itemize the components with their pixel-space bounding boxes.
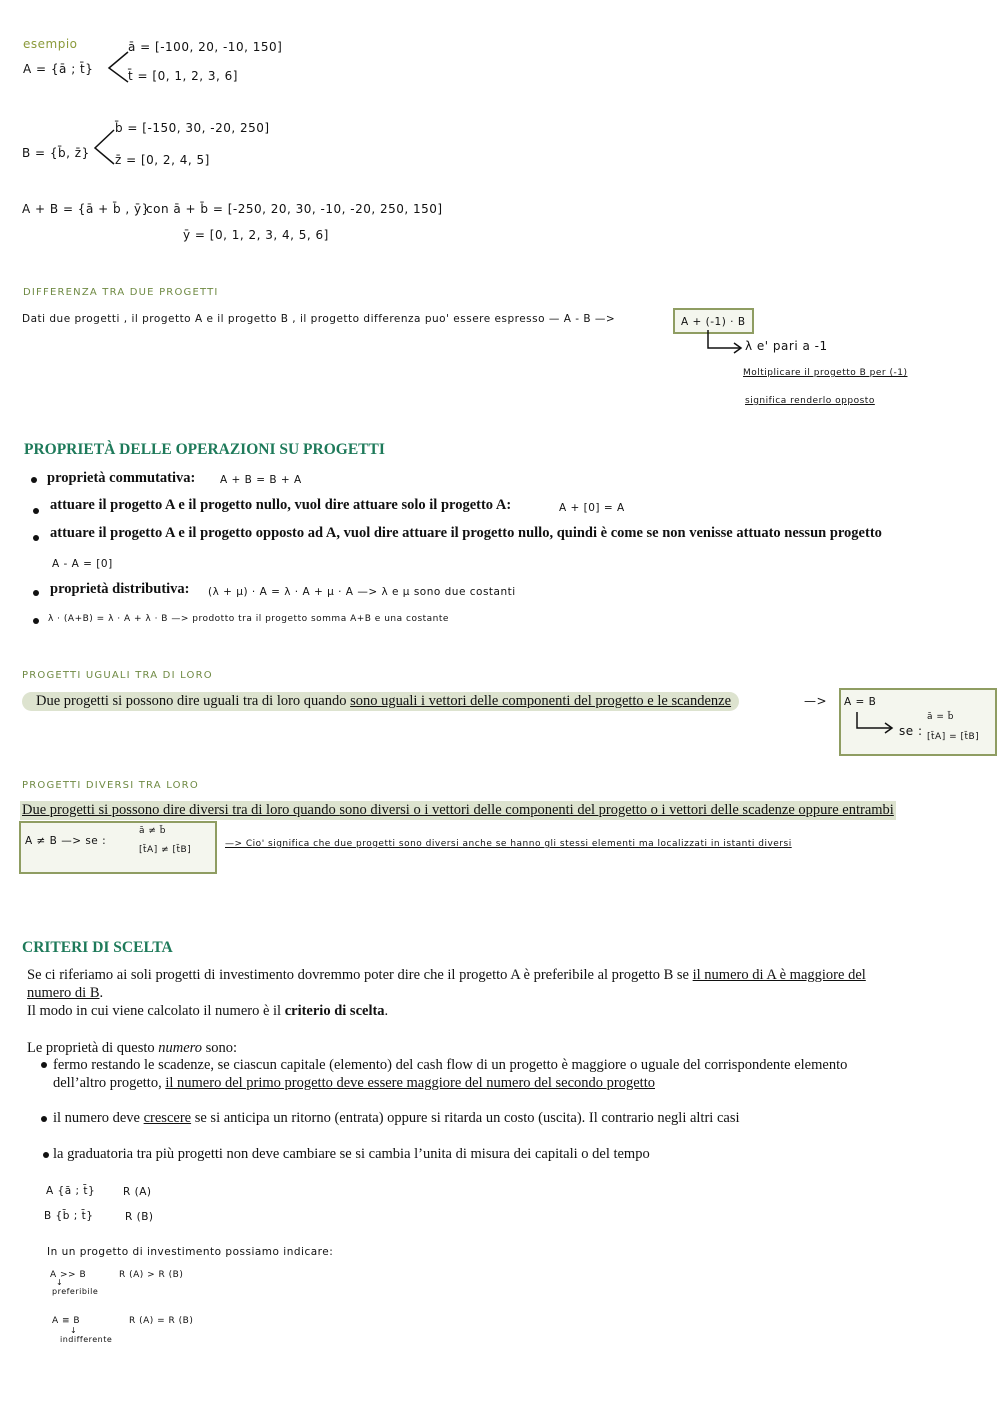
criteria-bullet-3: la graduatoria tra più progetti non deve cambiare se si cambia l’unita di misura dei capitali o del tempo (53, 1146, 650, 1162)
note-indifferent-r: R (A) = R (B) (129, 1316, 194, 1326)
property-null-formula: A + [0] = A (559, 502, 625, 514)
different-sentence-start: Due progetti si possono dire diversi tra di loro quando (22, 802, 340, 818)
criteria-bullet-1-line-2: dell’altro progetto, (53, 1075, 166, 1091)
bullet (33, 508, 39, 514)
criteria-p3-end: sono: (202, 1040, 238, 1056)
bullet (41, 1062, 47, 1068)
equal-box-title: A = B (844, 696, 877, 708)
equal-sentence-start: Due progetti si possono dire uguali tra di loro quando (36, 693, 351, 709)
difference-note-1: Moltiplicare il progetto B per (-1) (743, 368, 908, 378)
criteria-bullet-2-end: se si anticipa un ritorno (entrata) oppure si ritarda un costo (uscita). Il contrario negli altri casi (191, 1110, 740, 1126)
equal-sentence-underlined: sono uguali i vettori delle componenti del progetto e le scandenze (350, 693, 732, 709)
property-commutative-formula: A + B = B + A (220, 474, 302, 486)
different-heading: PROGETTI DIVERSI TRA LORO (22, 780, 199, 791)
example-label: esempio (23, 37, 78, 51)
difference-formula: A + (-1) · B (681, 316, 746, 328)
bullet (41, 1116, 47, 1122)
bullet (43, 1152, 49, 1158)
criteria-p1-end: . (99, 985, 104, 1001)
equal-box-condition-2: [t̄A] = [t̄B] (927, 732, 980, 742)
bullet (33, 535, 39, 541)
note-preferable-r: R (A) > R (B) (119, 1270, 184, 1280)
note-indifferent-label: indifferente (60, 1335, 113, 1344)
equal-box-se: se : (899, 724, 923, 738)
note-b-set: B {b̄ ; t̄} (44, 1210, 94, 1222)
criteria-title: CRITERI DI SCELTA (22, 939, 173, 956)
note-a-set: A {ā ; t̄} (46, 1185, 96, 1197)
vector-y: ȳ = [0, 1, 2, 3, 4, 5, 6] (183, 228, 329, 242)
difference-note-2: significa renderlo opposto (745, 396, 875, 406)
different-sentence-underlined: sono diversi o i vettori delle componenti del progetto o i vettori delle scadenze oppure entrambi (339, 802, 894, 818)
equal-sentence (22, 692, 739, 711)
sum-definition: A + B = {ā + b̄ , ȳ} (22, 202, 150, 216)
criteria-p2-bold: criterio di scelta (284, 1003, 385, 1019)
note-intro: In un progetto di investimento possiamo indicare: (47, 1246, 334, 1258)
vector-t: t̄ = [0, 1, 2, 3, 6] (128, 69, 238, 83)
criteria-p1-text: Se ci riferiamo ai soli progetti di investimento dovremmo poter dire che il progetto A è preferibile al progetto B se (27, 967, 693, 983)
sum-vector: con ā + b̄ = [-250, 20, 30, -10, -20, 250, 150] (146, 202, 443, 216)
different-box-condition-1: ā ≠ b̄ (139, 826, 166, 836)
set-b-definition: B = {b̄, z̄} (22, 146, 90, 160)
different-box-title: A ≠ B —> se : (25, 835, 107, 847)
bullet (31, 477, 37, 483)
bullet (33, 590, 39, 596)
vector-z: z̄ = [0, 2, 4, 5] (115, 153, 210, 167)
criteria-p2-text: Il modo in cui viene calcolato il numero è il (27, 1003, 285, 1019)
criteria-paragraph-1 (27, 966, 967, 1020)
equal-box-condition-1: ā = b̄ (927, 712, 954, 722)
different-box (19, 821, 217, 874)
down-arrow-icon: ↓ (56, 1278, 64, 1287)
property-commutative-label: proprietà commutativa: (47, 470, 196, 486)
bullet (33, 618, 39, 624)
criteria-bullet-1 (53, 1056, 973, 1092)
property-scalar-formula: λ · (A+B) = λ · A + λ · B —> prodotto tra il progetto somma A+B e una costante (48, 614, 449, 624)
different-sentence (20, 801, 896, 820)
down-arrow-icon: ↓ (70, 1326, 78, 1335)
note-preferable-label: preferibile (52, 1287, 99, 1296)
criteria-bullet-2-underlined: crescere (143, 1110, 192, 1126)
lambda-note: λ e' pari a -1 (745, 339, 828, 353)
different-note: —> Cio' significa che due progetti sono diversi anche se hanno gli stessi elementi ma localizzati in istanti diversi (225, 839, 792, 849)
note-indifferent: A ≡ B (52, 1316, 81, 1326)
criteria-bullet-2-text: il numero deve (53, 1110, 144, 1126)
arrow-icon (706, 330, 746, 354)
arrow-icon (855, 712, 897, 736)
equal-arrow: —> (804, 694, 828, 708)
equal-box (839, 688, 997, 756)
vector-b: b̄ = [-150, 30, -20, 250] (115, 121, 270, 135)
criteria-bullet-1-line-1: fermo restando le scadenze, se ciascun capitale (elemento) del cash flow di un progetto è maggiore o uguale del corrispondente elemento (53, 1057, 848, 1073)
different-box-condition-2: [t̄A] ≠ [t̄B] (139, 845, 192, 855)
difference-text: Dati due progetti , il progetto A e il progetto B , il progetto differenza puo' essere espresso — A - B —> (22, 313, 616, 325)
vector-a: ā = [-100, 20, -10, 150] (128, 40, 283, 54)
criteria-bullet-2 (53, 1109, 740, 1127)
properties-title: PROPRIETÀ DELLE OPERAZIONI SU PROGETTI (24, 441, 385, 458)
difference-heading: DIFFERENZA TRA DUE PROGETTI (23, 287, 219, 298)
criteria-p2-end: . (384, 1003, 389, 1019)
equal-heading: PROGETTI UGUALI TRA DI LORO (22, 670, 213, 681)
criteria-p3-italic: numero (158, 1040, 203, 1056)
criteria-p3-text: Le proprietà di questo (27, 1040, 159, 1056)
criteria-p1-underlined-1: il numero di A è maggiore del (692, 967, 866, 983)
property-null-text: attuare il progetto A e il progetto nullo, vuol dire attuare solo il progetto A: (50, 497, 512, 513)
criteria-paragraph-3 (27, 1039, 237, 1057)
criteria-p1-underlined-2: numero di B (27, 985, 100, 1001)
note-b-r: R (B) (125, 1211, 154, 1223)
note-preferable: A >> B (50, 1270, 87, 1280)
property-opposite-text: attuare il progetto A e il progetto opposto ad A, vuol dire attuare il progetto nullo, quindi è come se non venisse attuato nessun progetto (50, 525, 882, 541)
property-distributive-formula: (λ + μ) · A = λ · A + μ · A —> λ e μ sono due costanti (208, 586, 516, 598)
property-opposite-formula: A - A = [0] (52, 558, 113, 570)
property-distributive-label: proprietà distributiva: (50, 581, 190, 597)
criteria-bullet-1-underlined: il numero del primo progetto deve essere maggiore del numero del secondo progetto (165, 1075, 655, 1091)
note-a-r: R (A) (123, 1186, 152, 1198)
set-a-definition: A = {ā ; t̄} (23, 62, 94, 76)
